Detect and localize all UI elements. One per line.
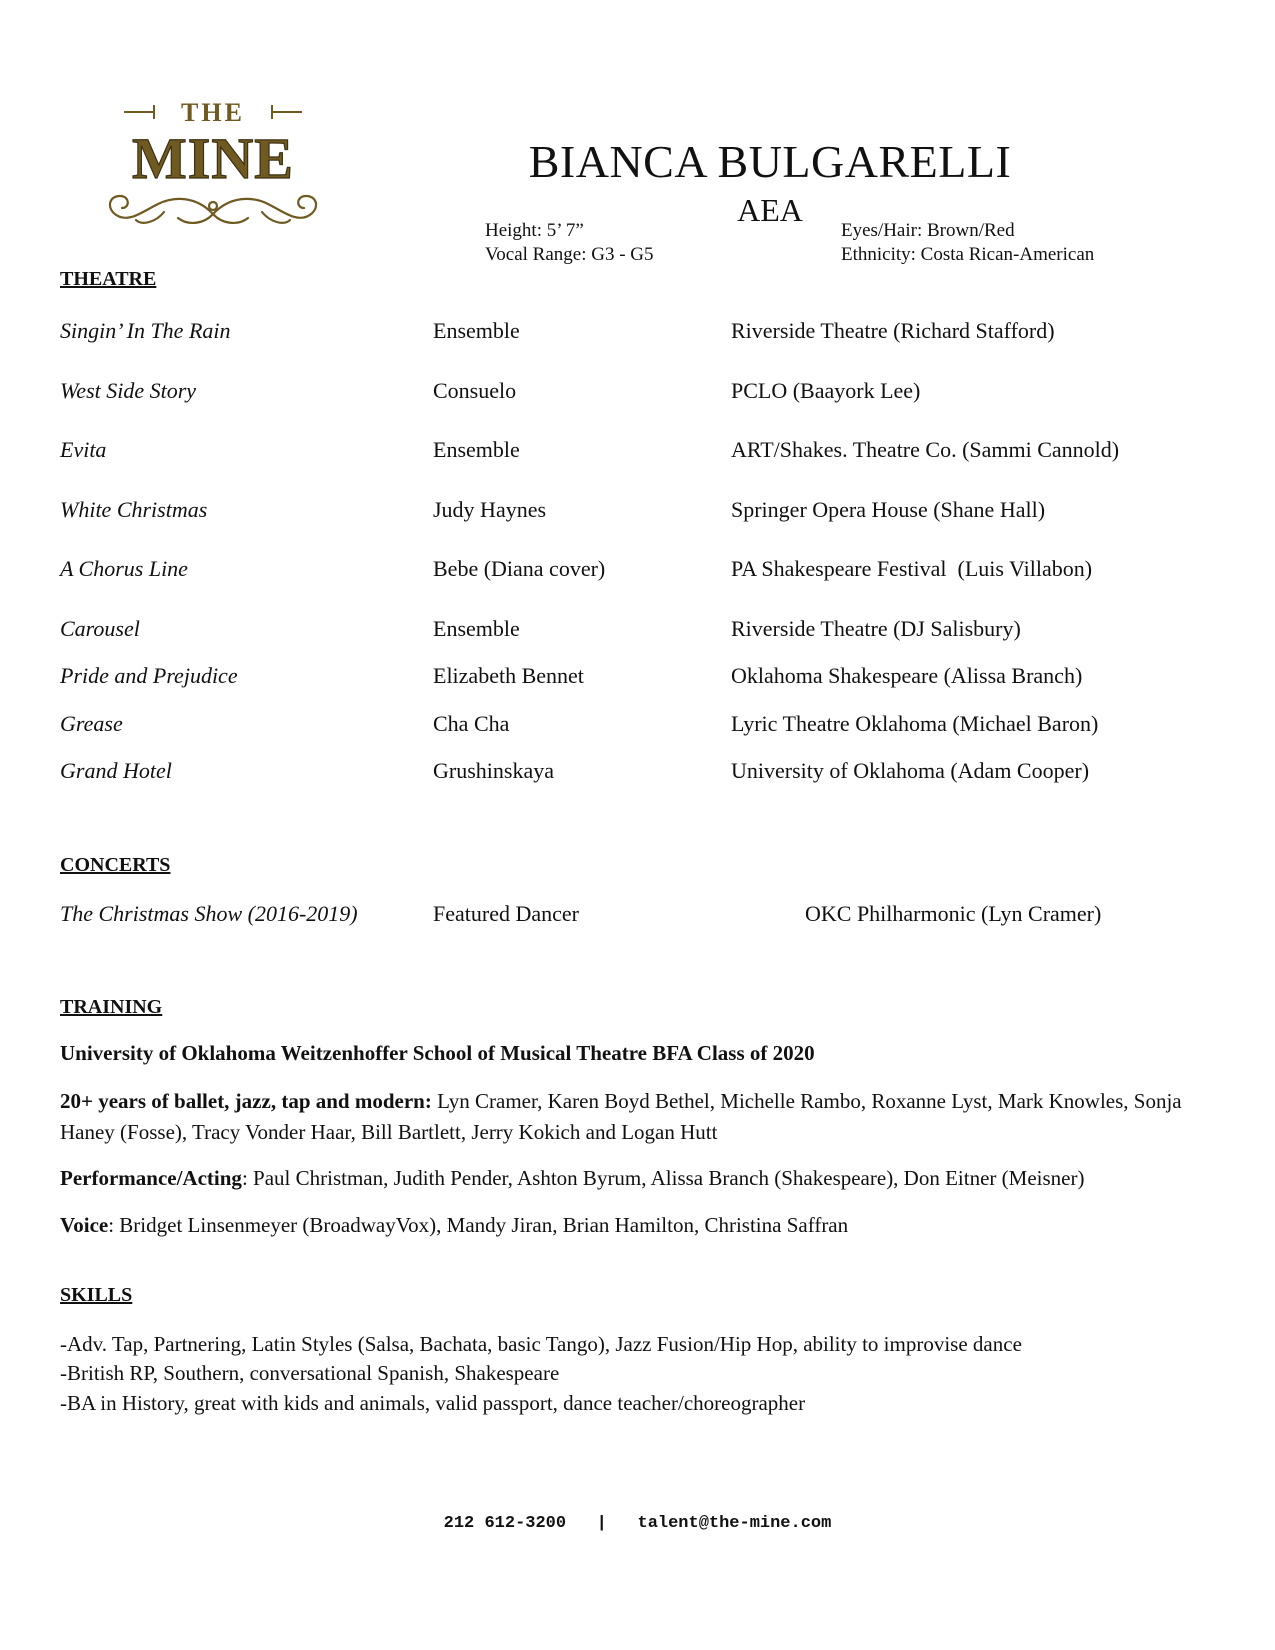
theatre-role: Elizabeth Bennet <box>433 663 584 688</box>
theatre-role: Bebe (Diana cover) <box>433 556 606 581</box>
logo-mine-text: MINE <box>132 126 294 191</box>
logo-ornament <box>110 196 316 223</box>
skill-item: -Adv. Tap, Partnering, Latin Styles (Salsa, Bachata, basic Tango), Jazz Fusion/Hip Hop, ability to improvise dance <box>60 1332 1022 1356</box>
theatre-venue: Springer Opera House (Shane Hall) <box>731 497 1046 522</box>
concerts-heading: CONCERTS <box>60 854 171 876</box>
theatre-venue: Riverside Theatre (Richard Stafford) <box>731 318 1055 343</box>
concert-role: Featured Dancer <box>433 901 579 926</box>
theatre-show: Grand Hotel <box>60 758 172 783</box>
theatre-venue: ART/Shakes. Theatre Co. (Sammi Cannold) <box>731 437 1120 462</box>
theatre-role: Consuelo <box>433 378 517 403</box>
the-mine-logo <box>96 96 346 246</box>
training-heading: TRAINING <box>60 996 163 1018</box>
theatre-venue: Lyric Theatre Oklahoma (Michael Baron) <box>731 711 1099 736</box>
theatre-show: Pride and Prejudice <box>60 663 238 688</box>
training-acting-label: Performance/Acting <box>60 1166 242 1190</box>
eyes-hair-stat: Eyes/Hair: Brown/Red <box>841 220 1015 241</box>
height-stat: Height: 5’ 7” <box>485 220 584 241</box>
theatre-role: Ensemble <box>433 616 520 641</box>
theatre-show: Singin’ In The Rain <box>60 318 231 343</box>
training-voice-label: Voice <box>60 1213 109 1237</box>
theatre-show: A Chorus Line <box>60 556 188 581</box>
union-affiliation: AEA <box>737 192 803 228</box>
training-acting <box>60 1163 1190 1194</box>
theatre-show: Carousel <box>60 616 140 641</box>
ethnicity-stat: Ethnicity: Costa Rican-American <box>841 244 1095 265</box>
theatre-role: Ensemble <box>433 437 520 462</box>
skills-heading: SKILLS <box>60 1284 133 1306</box>
training-dance <box>60 1086 1190 1148</box>
vocal-range-stat: Vocal Range: G3 - G5 <box>485 244 654 265</box>
theatre-show: West Side Story <box>60 378 197 403</box>
theatre-venue: Oklahoma Shakespeare (Alissa Branch) <box>731 663 1083 688</box>
concert-show: The Christmas Show (2016-2019) <box>60 901 358 926</box>
theatre-role: Cha Cha <box>433 711 510 736</box>
theatre-role: Grushinskaya <box>433 758 554 783</box>
concert-venue: OKC Philharmonic (Lyn Cramer) <box>805 901 1102 926</box>
theatre-venue: Riverside Theatre (DJ Salisbury) <box>731 616 1021 641</box>
theatre-venue: PA Shakespeare Festival (Luis Villabon) <box>731 556 1093 581</box>
agency-contact: 212 612-3200 | talent@the-mine.com <box>443 1514 832 1533</box>
training-acting-teachers: : Paul Christman, Judith Pender, Ashton Byrum, Alissa Branch (Shakespeare), Don Eitner (Meisner) <box>241 1166 1085 1190</box>
theatre-venue: PCLO (Baayork Lee) <box>731 378 921 403</box>
training-dance-teachers: Lyn Cramer, Karen Boyd Bethel, Michelle Rambo, Roxanne Lyst, Mark Knowles, Sonja Haney (Fosse), Tracy Vonder Haar, Bill Bartlett, Jerry Kokich and Logan Hutt <box>60 1089 1182 1144</box>
theatre-role: Ensemble <box>433 318 520 343</box>
training-school: University of Oklahoma Weitzenhoffer School of Musical Theatre BFA Class of 2020 <box>60 1041 815 1065</box>
theatre-venue: University of Oklahoma (Adam Cooper) <box>731 758 1090 783</box>
theatre-show: Grease <box>60 711 123 736</box>
actor-name: BIANCA BULGARELLI <box>528 136 1012 187</box>
training-voice <box>60 1210 1190 1241</box>
logo-graphic <box>96 96 346 246</box>
theatre-show: Evita <box>60 437 107 462</box>
skill-item: -BA in History, great with kids and animals, valid passport, dance teacher/choreographer <box>60 1391 806 1415</box>
theatre-show: White Christmas <box>60 497 208 522</box>
skill-item: -British RP, Southern, conversational Spanish, Shakespeare <box>60 1361 560 1385</box>
theatre-role: Judy Haynes <box>433 497 547 522</box>
training-dance-label: 20+ years of ballet, jazz, tap and modern: <box>60 1089 432 1113</box>
theatre-heading: THEATRE <box>60 268 157 290</box>
logo-the-text: THE <box>181 98 245 127</box>
training-voice-teachers: : Bridget Linsenmeyer (BroadwayVox), Mandy Jiran, Brian Hamilton, Christina Saffran <box>108 1213 849 1237</box>
